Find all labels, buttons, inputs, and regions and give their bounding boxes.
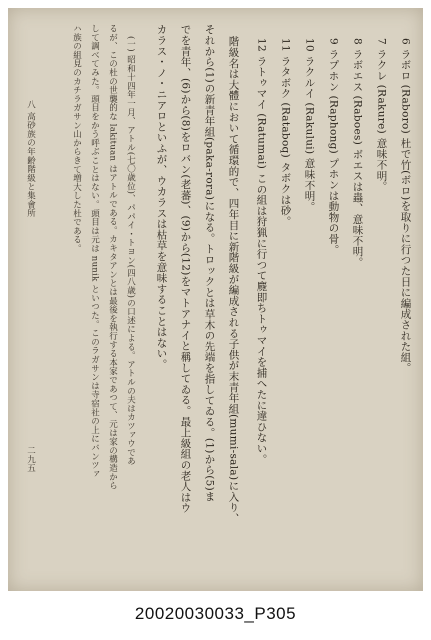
footnote-line: (一) 昭和十四年一月、アトル(七〇歳位)、パパイ・トヨン(四八歳)の口述による。アトルの夫はカツァウであ [125, 36, 136, 466]
list-item-8: 8 ラボエス (Raboes) ボエスは蟲、意味不明。 [351, 38, 364, 268]
list-item-6: 6 ラボロ (Raboro) 杜で竹(ボロ)を取りに行つた日に編成された組。 [399, 38, 412, 374]
paragraph-line: 階級名は大體において循環的で、四年目に新階級が編成される子供が末青年組(mumi-sala)に入り、 [227, 36, 240, 524]
book-page [8, 8, 423, 591]
footnote-line: ハ族の組見のカチラガサン山からきて増大した杜である。 [71, 24, 82, 253]
paragraph-line: それから(1)の新青年組(paka-rora)になる。トロックとは草木の先端を指してゐる。(1)から(5)ま [203, 24, 216, 502]
list-item-10: 10 ラクルイ (Rakului) 意味不明。 [303, 38, 316, 212]
page-number: 二九五 [25, 446, 36, 473]
footnote-line: るが、この杜の世襲的な lakituan はアトルである。カキタアンとは最後を執行する本家であつて、元は家の構造から [107, 24, 118, 490]
paragraph-line: カラス・ノ・ニアロといふが、ウカラスは枯草を意味することはない。 [155, 24, 168, 370]
list-item-9: 9 ラプホン (Raphong) プホンは動物の骨。 [327, 38, 340, 255]
image-id-caption: 20020030033_P305 [134, 604, 297, 623]
list-item-11: 11 ラタボク (Rataboq) タボクは砂。 [279, 38, 292, 227]
paragraph-line: でを青年、(6)から(8)をロバン(老蕃)、(9)から(12)をマトアナイと稱してゐる。最上級組の老人はウ [179, 24, 192, 514]
list-item-12: 12 ラトゥマイ (Ratumai) この組は狩猟に行つて麑即ちトゥマイを捕へたに違ひない。 [255, 38, 268, 465]
footnote-line: して調べてみた。頭目をかう呼ぶことはない。頭目は元は nunik といつた。このラガサンは寺宿社の上にバンツァ [89, 24, 100, 479]
running-footer: 八 高砂族の年齢階級と集會所 [25, 100, 36, 218]
list-item-7: 7 ラクレ (Rakure) 意味不明。 [375, 38, 388, 192]
